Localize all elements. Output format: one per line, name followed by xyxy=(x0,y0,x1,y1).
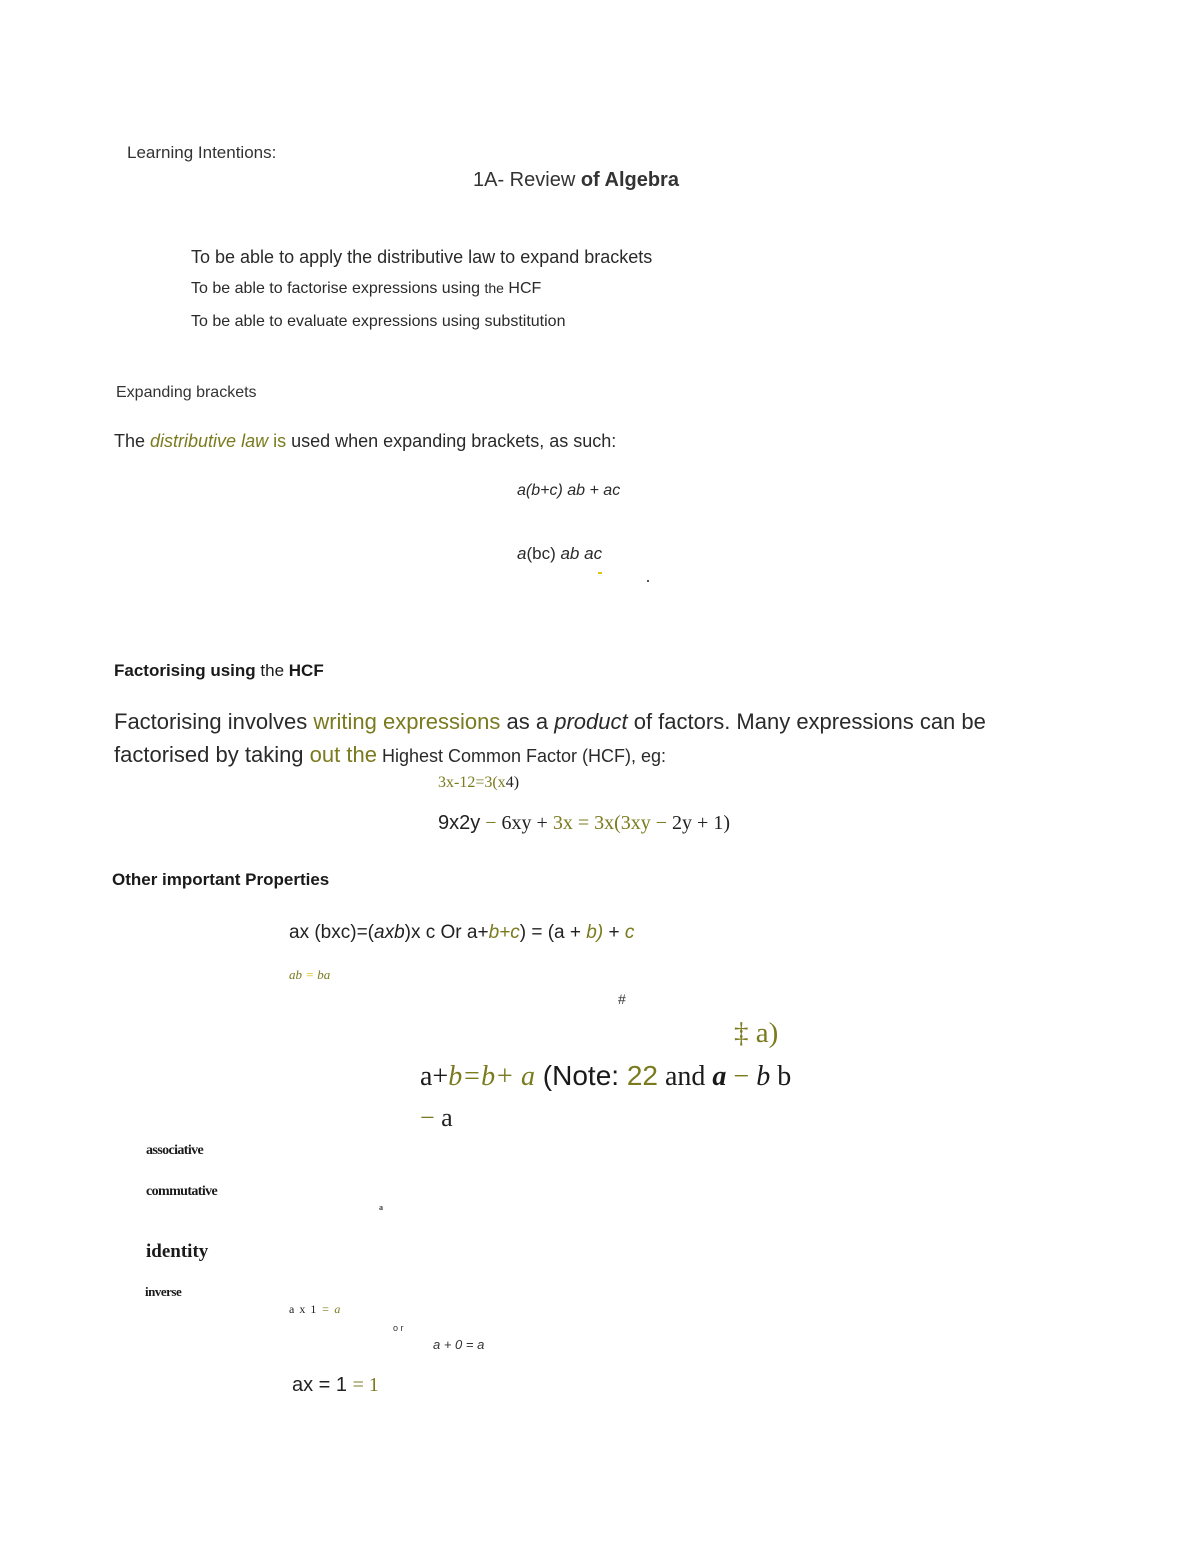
big-e: and xyxy=(657,1061,713,1092)
eq2-d: ac xyxy=(579,544,603,563)
minus-a-line xyxy=(420,1103,453,1133)
dl-the: The xyxy=(114,431,151,451)
big-d: 22 xyxy=(626,1060,658,1091)
label-inverse: inverse xyxy=(145,1284,182,1299)
eq2-b: (bc) xyxy=(526,544,561,563)
pr1-d: b+c xyxy=(488,922,520,943)
minus-a-1: − xyxy=(420,1103,442,1132)
factorising-heading xyxy=(114,661,324,681)
inv-a: ax = 1 xyxy=(292,1374,353,1396)
pr1-c: )x c Or a+ xyxy=(404,922,489,943)
fact-example-1 xyxy=(438,774,519,792)
p1-d: product xyxy=(554,709,628,734)
ex2-a: 9x2y xyxy=(438,812,481,834)
dagger-a: ‡ a) xyxy=(734,1017,779,1049)
intention-2-the: the xyxy=(484,280,504,296)
eq1-c: ab + ac xyxy=(562,482,621,499)
ex2-c: 6xy + xyxy=(501,812,553,834)
eq1-b: (b+c) xyxy=(525,482,563,499)
intention-2 xyxy=(191,280,541,298)
yellow-mark xyxy=(598,572,602,574)
ex2-d: 3x = 3x(3xy xyxy=(552,812,651,834)
properties-heading: Other important Properties xyxy=(112,870,330,889)
dot-mark xyxy=(647,580,649,582)
label-commutative: commutative xyxy=(146,1184,218,1199)
p2-c: Highest Common Factor (HCF), eg: xyxy=(376,746,667,766)
pr1-a: ax (bxc)=( xyxy=(289,922,374,943)
eq2-a: a xyxy=(517,544,527,563)
id1-b: = a xyxy=(321,1302,342,1316)
fact-heading-the: the xyxy=(260,661,285,680)
ex2-b: − xyxy=(480,812,502,834)
p1-e: of factors. Many expressions can be xyxy=(627,709,986,734)
pr1-f: b) xyxy=(586,922,604,943)
big-h: b xyxy=(756,1061,771,1092)
or-label: o r xyxy=(393,1323,404,1333)
p1-c: as a xyxy=(500,709,555,734)
big-g: − xyxy=(726,1061,757,1092)
dl-rest: used when expanding brackets, as such: xyxy=(286,431,617,451)
commutative-big-eq xyxy=(420,1060,791,1093)
expand-eq-1 xyxy=(517,482,620,500)
big-i: b xyxy=(770,1061,792,1092)
label-identity: identity xyxy=(146,1241,209,1262)
eq1-a: a xyxy=(517,482,526,499)
dl-law: distributive law xyxy=(150,431,269,451)
page-title xyxy=(473,169,679,192)
pr1-h: c xyxy=(624,922,635,943)
identity-eq-2: a + 0 = a xyxy=(433,1337,485,1352)
expanding-heading: Expanding brackets xyxy=(116,384,257,401)
big-c: (Note: xyxy=(535,1060,627,1091)
p1-a: Factorising involves xyxy=(114,709,314,734)
title-bold: of Algebra xyxy=(580,169,679,191)
fact-heading-1: Factorising using xyxy=(114,661,261,680)
label-associative: associative xyxy=(146,1143,204,1158)
pr2-a: ab xyxy=(289,967,302,982)
pr1-g: + xyxy=(603,922,625,943)
intention-2-text: To be able to factorise expressions using xyxy=(191,280,485,297)
intention-3: To be able to evaluate expressions using substitution xyxy=(191,313,566,330)
intention-1: To be able to apply the distributive law to expand brackets xyxy=(191,247,653,267)
ex2-f: 2y + 1) xyxy=(672,812,730,834)
pr2-c: ba xyxy=(317,967,331,982)
pr2-b: = xyxy=(302,967,318,982)
ex2-e: − xyxy=(650,812,673,834)
big-a: a+ xyxy=(420,1061,449,1092)
pr1-e: ) = (a + xyxy=(519,922,587,943)
fact-example-2 xyxy=(438,812,730,835)
title-prefix: 1A- Review xyxy=(473,169,581,191)
big-f: a xyxy=(712,1061,727,1092)
ex1-a: 3x-12=3(x xyxy=(438,774,506,791)
property-commutative-eq xyxy=(289,968,330,983)
hash-mark: # xyxy=(618,991,626,1007)
distributive-law-line xyxy=(114,431,616,452)
p2-a: factorised by taking xyxy=(114,742,310,767)
factorising-para-line-1 xyxy=(114,709,986,734)
big-b: b=b+ a xyxy=(448,1061,536,1092)
p1-b: writing expressions xyxy=(313,709,501,734)
eq2-c: ab xyxy=(560,544,580,563)
inv-b: = 1 xyxy=(352,1374,379,1396)
intention-2-hcf: HCF xyxy=(503,280,542,297)
p2-b: out the xyxy=(309,742,377,767)
small-mark: a xyxy=(379,1203,383,1212)
fact-heading-2: HCF xyxy=(284,661,324,680)
property-associative-eq xyxy=(289,922,634,944)
identity-eq-1 xyxy=(289,1303,341,1317)
dl-is: is xyxy=(268,431,287,451)
pr1-b: axb xyxy=(374,922,405,943)
id1-a: a x 1 xyxy=(289,1302,322,1316)
learning-intentions-label: Learning Intentions: xyxy=(127,143,277,162)
ex1-b: 4) xyxy=(505,774,520,791)
minus-a-2: a xyxy=(441,1103,453,1132)
inverse-eq xyxy=(292,1374,379,1397)
expand-eq-2 xyxy=(517,544,602,564)
factorising-para-line-2 xyxy=(114,742,666,767)
